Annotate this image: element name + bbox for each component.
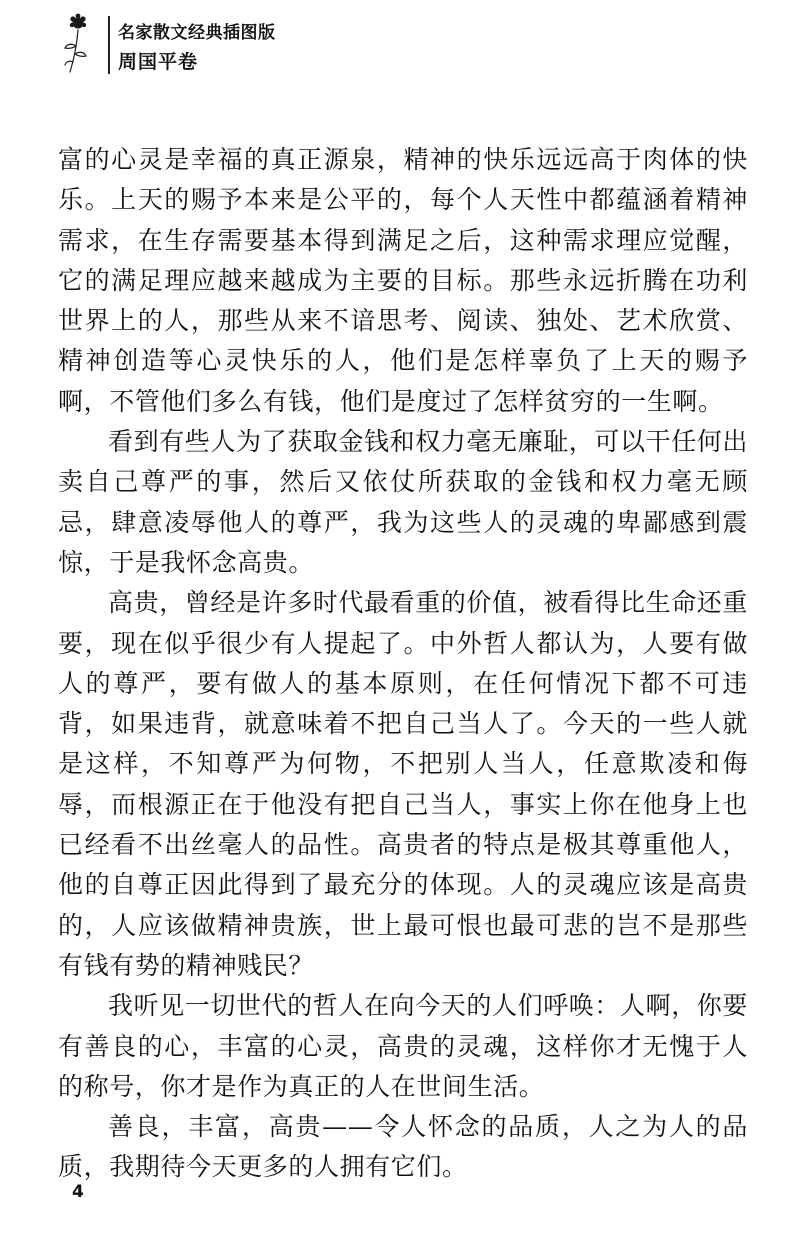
series-title: 名家散文经典插图版 <box>118 23 276 43</box>
paragraph-2: 看到有些人为了获取金钱和权力毫无廉耻，可以干任何出卖自己尊严的事，然后又依仗所获取的金钱和权力毫无顾忌，肆意凌辱他人的尊严，我为这些人的灵魂的卑鄙感到震惊，于是我怀念高贵。 <box>58 427 749 577</box>
paragraph-1: 富的心灵是幸福的真正源泉，精神的快乐远远高于肉体的快乐。上天的赐予本来是公平的，每个人天性中都蕴涵着精神需求，在生存需要基本得到满足之后，这种需求理应觉醒，它的满足理应越来越成为主要的目标。那些永远折腾在功利世界上的人，那些从来不谙思考、阅读、独处、艺术欣赏、精神创造等心灵快乐的人，他们是怎样辜负了上天的赐予啊，不管他们多么有钱，他们是度过了怎样贫穷的一生啊。 <box>58 145 748 416</box>
paragraph-3: 高贵，曾经是许多时代最看重的价值，被看得比生命还重要，现在似乎很少有人提起了。中外哲人都认为，人要有做人的尊严，要有做人的基本原则，在任何情况下都不可违背，如果违背，就意味着不把自己当人了。今天的一些人就是这样，不知尊严为何物，不把别人当人，任意欺凌和侮辱，而根源正在于他没有把自己当人，事实上你在他身上也已经看不出丝毫人的品性。高贵者的特点是极其尊重他人，他的自尊正因此得到了最充分的体现。人的灵魂应该是高贵的，人应该做精神贵族，世上最可恨也最可悲的岂不是那些有钱有势的精神贱民？ <box>58 588 749 980</box>
paragraph-4: 我听见一切世代的哲人在向今天的人们呼唤：人啊，你要有善良的心，丰富的心灵，高贵的灵魂，这样你才无愧于人的称号，你才是作为真正的人在世间生活。 <box>58 991 749 1101</box>
volume-title: 周国平卷 <box>118 51 199 73</box>
paragraph-5: 善良，丰富，高贵——令人怀念的品质，人之为人的品质，我期待今天更多的人拥有它们。 <box>58 1112 748 1182</box>
page-number: 4 <box>72 1182 84 1202</box>
header-divider <box>108 16 110 74</box>
running-header <box>58 10 378 74</box>
essay-body <box>58 140 748 1188</box>
flower-sketch-icon <box>58 10 102 74</box>
